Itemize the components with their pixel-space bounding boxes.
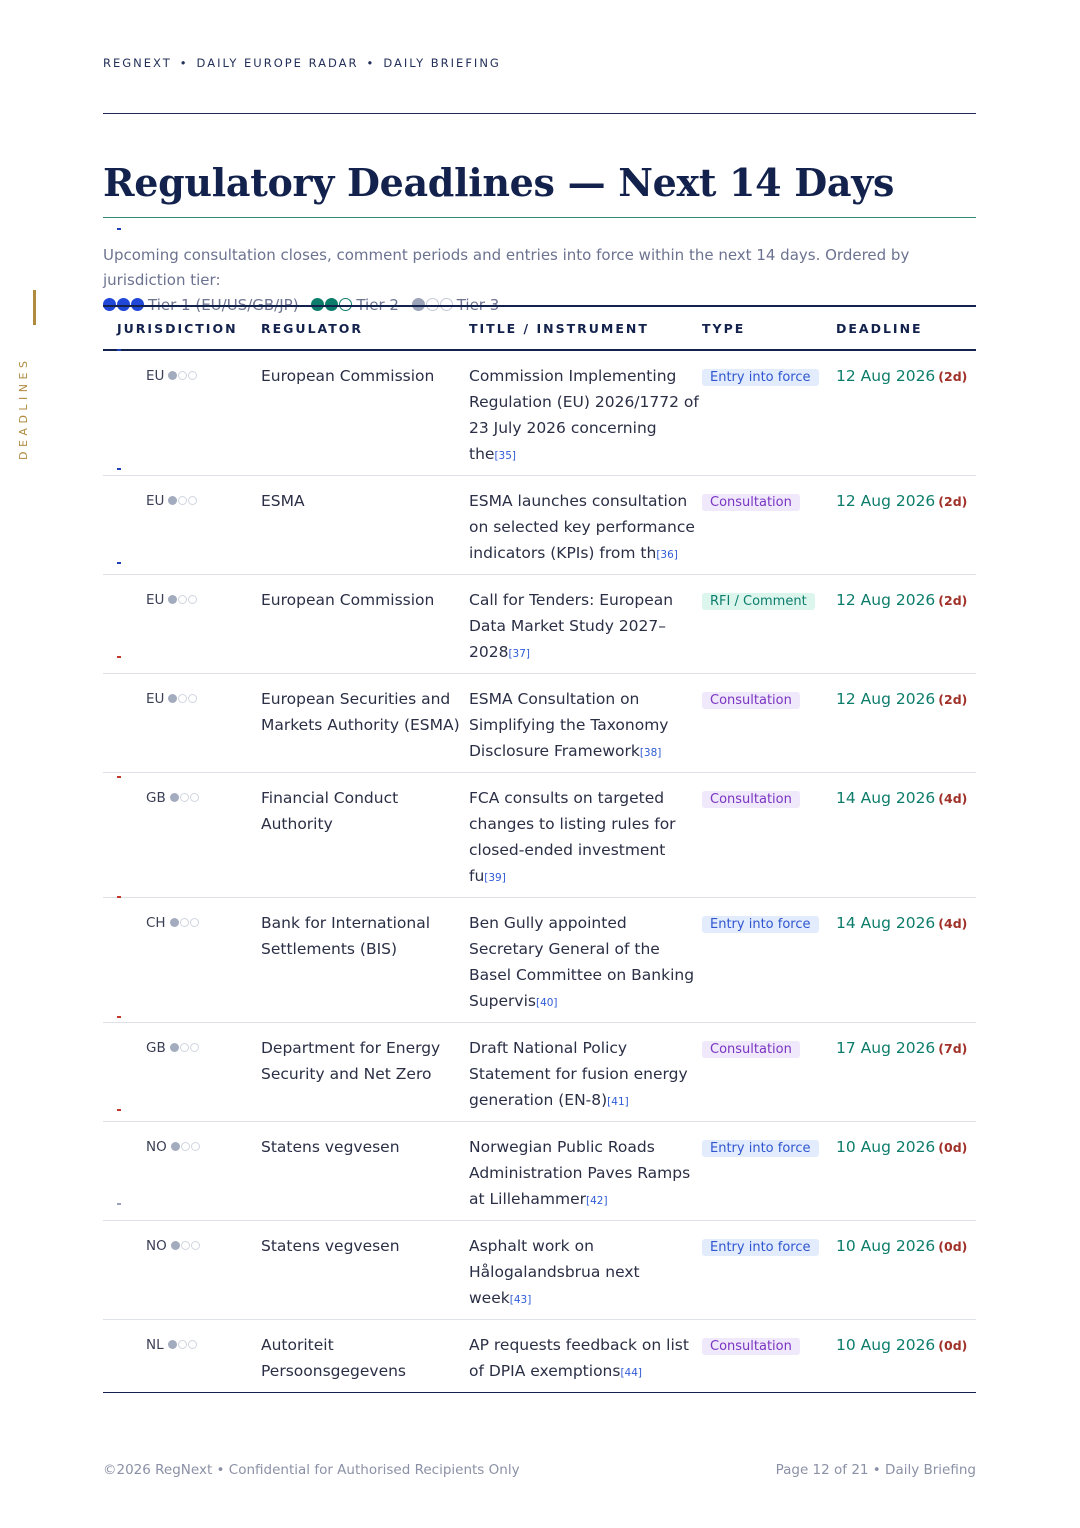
- margin-tick: [117, 228, 121, 230]
- tier-empty-dot-icon: [178, 1340, 187, 1349]
- column-header-title: TITLE / INSTRUMENT: [469, 306, 702, 350]
- days-remaining: (4d): [938, 791, 968, 806]
- jurisdiction-code: EU: [146, 592, 165, 608]
- tier-empty-dot-icon: [178, 371, 187, 380]
- deadline-date: 10 Aug 2026: [836, 1237, 936, 1255]
- regulator-cell: Statens vegvesen: [261, 1221, 469, 1320]
- instrument-title: Ben Gully appointed Secretary General of the Basel Committee on Banking Supervis: [469, 914, 695, 1010]
- header-separator: •: [179, 56, 189, 70]
- jurisdiction-code: EU: [146, 691, 165, 707]
- deadline-date: 17 Aug 2026: [836, 1039, 936, 1057]
- jurisdiction-code: NO: [146, 1139, 167, 1155]
- tier-empty-dot-icon: [190, 1043, 199, 1052]
- header-rule: [103, 113, 976, 114]
- publication-name: DAILY EUROPE RADAR: [196, 56, 359, 70]
- tier-dot-icon: [168, 496, 177, 505]
- reference-link[interactable]: [39]: [484, 872, 506, 884]
- deadline-date: 12 Aug 2026: [836, 367, 936, 385]
- type-cell: [702, 1320, 836, 1393]
- margin-tick: [117, 468, 121, 470]
- type-cell: [702, 1023, 836, 1122]
- jurisdiction-code: GB: [146, 1040, 166, 1056]
- regulator-cell: Financial Conduct Authority: [261, 773, 469, 898]
- type-badge: Entry into force: [702, 1239, 819, 1256]
- tier-empty-dot-icon: [180, 918, 189, 927]
- column-header-deadline: DEADLINE: [836, 306, 976, 350]
- reference-link[interactable]: [42]: [586, 1195, 608, 1207]
- deadline-date: 12 Aug 2026: [836, 492, 936, 510]
- deadline-date: 10 Aug 2026: [836, 1138, 936, 1156]
- jurisdiction-cell: [103, 674, 261, 773]
- title-cell: [469, 1221, 702, 1320]
- footer-copyright: ©2026 RegNext • Confidential for Authorised Recipients Only: [103, 1462, 520, 1478]
- type-cell: [702, 773, 836, 898]
- tier3-label: Tier 3: [456, 296, 500, 314]
- margin-tick: [117, 1109, 121, 1111]
- title-cell: [469, 1320, 702, 1393]
- jurisdiction-cell: [103, 575, 261, 674]
- table-row: [103, 898, 976, 1023]
- type-badge: Entry into force: [702, 369, 819, 386]
- reference-link[interactable]: [36]: [656, 549, 678, 561]
- deadlines-table: [103, 305, 976, 1393]
- column-header-jurisdiction: JURISDICTION: [103, 306, 261, 350]
- days-remaining: (0d): [938, 1338, 968, 1353]
- intro-text: Upcoming consultation closes, comment periods and entries into force within the next 14 days. Ordered by jurisdiction tier:: [103, 246, 910, 289]
- reference-link[interactable]: [38]: [639, 747, 662, 759]
- tier-dot-icon: [170, 918, 179, 927]
- margin-tick: [117, 896, 121, 898]
- tier-empty-dot-icon: [188, 1340, 197, 1349]
- margin-tick: [117, 1016, 121, 1018]
- table-row: [103, 575, 976, 674]
- type-cell: [702, 575, 836, 674]
- type-cell: [702, 1122, 836, 1221]
- jurisdiction-cell: [103, 1320, 261, 1393]
- margin-tick: [117, 1203, 121, 1205]
- regulator-cell: Department for Energy Security and Net Zero: [261, 1023, 469, 1122]
- days-remaining: (0d): [938, 1239, 968, 1254]
- sidebar-accent-bar: [33, 290, 36, 325]
- column-header-type: TYPE: [702, 306, 836, 350]
- tier-empty-dot-icon: [180, 793, 189, 802]
- regulator-cell: Statens vegvesen: [261, 1122, 469, 1221]
- type-cell: [702, 476, 836, 575]
- jurisdiction-code: GB: [146, 790, 166, 806]
- jurisdiction-code: EU: [146, 368, 165, 384]
- sidebar-section-label: DEADLINES: [17, 356, 30, 460]
- regulator-cell: European Commission: [261, 575, 469, 674]
- table-row: [103, 350, 976, 476]
- running-header: [103, 56, 501, 70]
- margin-tick: [117, 776, 121, 778]
- deadline-cell: [836, 674, 976, 773]
- instrument-title: ESMA launches consultation on selected key performance indicators (KPIs) from th: [469, 492, 695, 562]
- tier-empty-dot-icon: [178, 496, 187, 505]
- deadline-date: 10 Aug 2026: [836, 1336, 936, 1354]
- reference-link[interactable]: [40]: [535, 997, 558, 1009]
- jurisdiction-cell: [103, 1221, 261, 1320]
- instrument-title: Commission Implementing Regulation (EU) 2026/1772 of 23 July 2026 concerning the: [469, 367, 699, 463]
- tier-dot-icon: [168, 595, 177, 604]
- section-name: DAILY BRIEFING: [383, 56, 501, 70]
- jurisdiction-cell: [103, 1023, 261, 1122]
- title-cell: [469, 350, 702, 476]
- margin-tick: [117, 349, 121, 351]
- days-remaining: (2d): [938, 692, 968, 707]
- type-badge: RFI / Comment: [702, 593, 815, 610]
- reference-link[interactable]: [41]: [607, 1096, 629, 1108]
- footer-page-info: Page 12 of 21 • Daily Briefing: [775, 1462, 976, 1478]
- reference-link[interactable]: [43]: [509, 1294, 532, 1306]
- tier-dot-icon: [168, 371, 177, 380]
- jurisdiction-code: NL: [146, 1337, 164, 1353]
- jurisdiction-code: EU: [146, 493, 165, 509]
- tier-empty-dot-icon: [188, 595, 197, 604]
- instrument-title: ESMA Consultation on Simplifying the Taxonomy Disclosure Framework: [469, 690, 669, 760]
- brand-name: REGNEXT: [103, 56, 172, 70]
- type-cell: [702, 1221, 836, 1320]
- tier-empty-dot-icon: [180, 1043, 189, 1052]
- tier-empty-dot-icon: [178, 595, 187, 604]
- type-badge: Consultation: [702, 1041, 800, 1058]
- title-cell: [469, 1122, 702, 1221]
- instrument-title: Norwegian Public Roads Administration Paves Ramps at Lillehammer: [469, 1138, 691, 1208]
- tier-dot-icon: [168, 694, 177, 703]
- regulator-cell: European Securities and Markets Authority (ESMA): [261, 674, 469, 773]
- deadline-cell: [836, 476, 976, 575]
- regulator-cell: Bank for International Settlements (BIS): [261, 898, 469, 1023]
- deadline-cell: [836, 1023, 976, 1122]
- margin-tick: [117, 562, 121, 564]
- table-row: [103, 1320, 976, 1393]
- table-row: [103, 1122, 976, 1221]
- jurisdiction-code: NO: [146, 1238, 167, 1254]
- margin-tick: [117, 656, 121, 658]
- jurisdiction-cell: [103, 350, 261, 476]
- type-badge: Consultation: [702, 692, 800, 709]
- tier-empty-dot-icon: [188, 371, 197, 380]
- header-separator: •: [366, 56, 376, 70]
- title-cell: [469, 575, 702, 674]
- deadline-date: 12 Aug 2026: [836, 690, 936, 708]
- deadline-date: 12 Aug 2026: [836, 591, 936, 609]
- deadline-date: 14 Aug 2026: [836, 914, 936, 932]
- tier-empty-dot-icon: [190, 918, 199, 927]
- table-row: [103, 674, 976, 773]
- deadline-cell: [836, 575, 976, 674]
- days-remaining: (0d): [938, 1140, 968, 1155]
- days-remaining: (2d): [938, 369, 968, 384]
- type-badge: Consultation: [702, 494, 800, 511]
- table-header-row: [103, 306, 976, 350]
- type-badge: Consultation: [702, 1338, 800, 1355]
- deadline-date: 14 Aug 2026: [836, 789, 936, 807]
- days-remaining: (7d): [938, 1041, 968, 1056]
- tier1-label: Tier 1 (EU/US/GB/JP): [148, 296, 299, 314]
- tier2-label: Tier 2: [356, 296, 399, 314]
- reference-link[interactable]: [44]: [620, 1367, 643, 1379]
- tier-empty-dot-icon: [190, 793, 199, 802]
- tier-dot-icon: [171, 1142, 180, 1151]
- instrument-title: Call for Tenders: European Data Market Study 2027–2028: [469, 591, 674, 661]
- regulator-cell: ESMA: [261, 476, 469, 575]
- type-badge: Entry into force: [702, 1140, 819, 1157]
- deadline-cell: [836, 773, 976, 898]
- page-title: Regulatory Deadlines — Next 14 Days: [103, 160, 895, 205]
- title-cell: [469, 773, 702, 898]
- tier-empty-dot-icon: [178, 694, 187, 703]
- instrument-title: AP requests feedback on list of DPIA exemptions: [469, 1336, 689, 1380]
- table-row: [103, 773, 976, 898]
- column-header-regulator: REGULATOR: [261, 306, 469, 350]
- jurisdiction-cell: [103, 1122, 261, 1221]
- title-rule: [103, 217, 976, 218]
- tier-empty-dot-icon: [188, 694, 197, 703]
- title-cell: [469, 898, 702, 1023]
- tier-dot-icon: [171, 1241, 180, 1250]
- deadline-cell: [836, 1320, 976, 1393]
- deadline-cell: [836, 350, 976, 476]
- jurisdiction-code: CH: [146, 915, 166, 931]
- type-badge: Consultation: [702, 791, 800, 808]
- table-row: [103, 1023, 976, 1122]
- days-remaining: (4d): [938, 916, 968, 931]
- instrument-title: Asphalt work on Hålogalandsbrua next week: [469, 1237, 640, 1307]
- type-cell: [702, 350, 836, 476]
- tier-empty-dot-icon: [191, 1142, 200, 1151]
- regulator-cell: Autoriteit Persoonsgegevens: [261, 1320, 469, 1393]
- jurisdiction-cell: [103, 773, 261, 898]
- tier-empty-dot-icon: [191, 1241, 200, 1250]
- type-cell: [702, 898, 836, 1023]
- instrument-title: Draft National Policy Statement for fusion energy generation (EN-8): [469, 1039, 688, 1109]
- days-remaining: (2d): [938, 593, 968, 608]
- tier-dot-icon: [170, 793, 179, 802]
- tier-empty-dot-icon: [181, 1241, 190, 1250]
- tier-dot-icon: [168, 1340, 177, 1349]
- table-row: [103, 476, 976, 575]
- jurisdiction-cell: [103, 476, 261, 575]
- instrument-title: FCA consults on targeted changes to listing rules for closed-ended investment fu: [469, 789, 676, 885]
- table-row: [103, 1221, 976, 1320]
- tier-empty-dot-icon: [181, 1142, 190, 1151]
- tier-empty-dot-icon: [188, 496, 197, 505]
- deadline-cell: [836, 1221, 976, 1320]
- jurisdiction-cell: [103, 898, 261, 1023]
- reference-link[interactable]: [37]: [508, 648, 531, 660]
- type-cell: [702, 674, 836, 773]
- days-remaining: (2d): [938, 494, 968, 509]
- regulator-cell: European Commission: [261, 350, 469, 476]
- tier-dot-icon: [170, 1043, 179, 1052]
- deadline-cell: [836, 1122, 976, 1221]
- title-cell: [469, 1023, 702, 1122]
- title-cell: [469, 674, 702, 773]
- type-badge: Entry into force: [702, 916, 819, 933]
- title-cell: [469, 476, 702, 575]
- reference-link[interactable]: [35]: [494, 450, 516, 462]
- deadline-cell: [836, 898, 976, 1023]
